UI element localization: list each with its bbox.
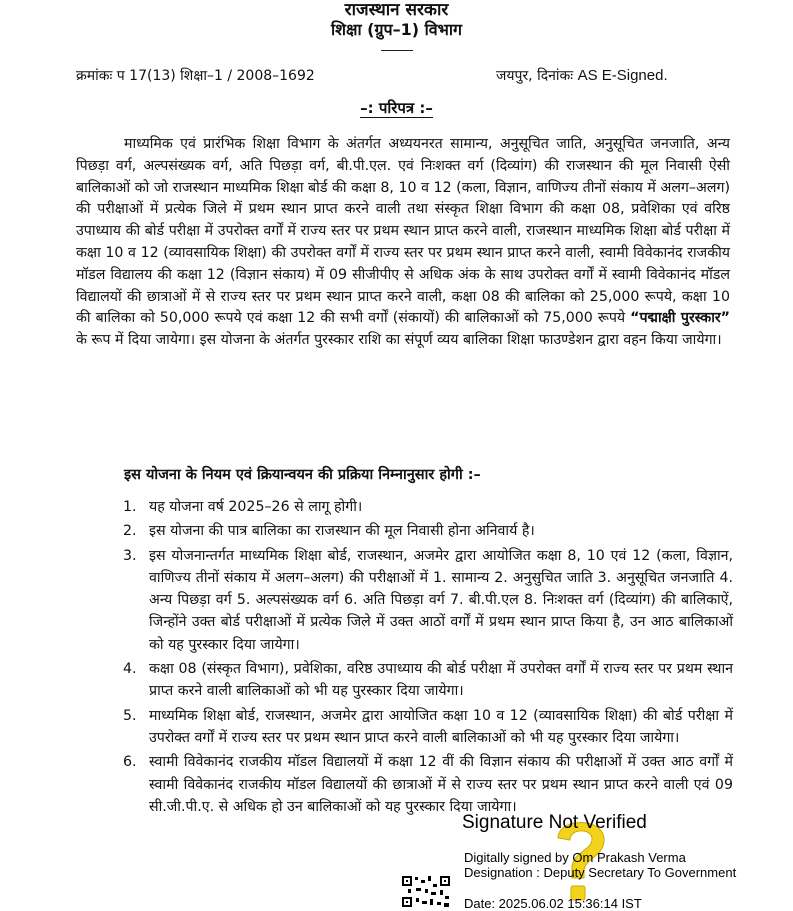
signature-date: Date: 2025.06.02 15:36:14 IST [464, 896, 642, 911]
rule-number: 6. [123, 754, 137, 771]
award-name: “पद्माक्षी पुरस्कार” [630, 310, 730, 327]
date-value: AS E-Signed. [577, 67, 668, 84]
rule-text: कक्षा 08 (संस्कृत विभाग), प्रवेशिका, वरिष्ठ उपाध्याय की बोर्ड परीक्षा में उपरोक्त वर्गों में राज्य स्तर पर प्रथम स्थान प्राप्त करने वाली बालिकाओं को भी यह पुरस्कार दिया जायेगा। [149, 661, 733, 700]
rule-item [123, 496, 733, 518]
rule-item [123, 520, 733, 542]
letterhead [0, 0, 793, 51]
place-date [496, 66, 668, 86]
circular-heading [0, 98, 793, 118]
rule-number: 2. [123, 523, 137, 540]
rule-number: 1. [123, 499, 137, 515]
department-title: शिक्षा (ग्रुप–1) विभाग [330, 20, 463, 39]
signer-designation: Designation : Deputy Secretary To Government [464, 865, 737, 880]
rule-text: यह योजना वर्ष 2025–26 से लागू होगी। [149, 499, 363, 515]
header-divider [381, 50, 413, 51]
rule-text: स्वामी विवेकानंद राजकीय मॉडल विद्यालयों में कक्षा 12 वीं की विज्ञान संकाय की परीक्षाओं में उक्त आठ वर्गों में स्वामी विवेकानंद राजकीय मॉडल विद्यालयों की छात्राओं में से राज्य स्तर पर प्रथम स्थान प्राप्त करने वाली एवं 09 सी.जी.पी.ए. से अधिक हो उन बालिकाओं को यह पुरस्कार दिया जायेगा। [149, 754, 733, 815]
order-number: क्रमांकः प 17(13) शिक्षा–1 / 2008–1692 [76, 68, 315, 84]
rules-list [123, 496, 733, 820]
signed-by: Digitally signed by Om Prakash Verma [464, 850, 686, 865]
place-date-label: जयपुर, दिनांकः [496, 68, 578, 84]
qr-code-icon [400, 874, 452, 909]
paragraph-text-end: के रूप में दिया जायेगा। इस योजना के अंतर्गत पुरस्कार राशि का संपूर्ण व्यय बालिका शिक्षा फाउण्डेशन द्वारा वहन किया जायेगा। [76, 332, 722, 349]
rule-text: माध्यमिक शिक्षा बोर्ड, राजस्थान, अजमेर द्वारा आयोजित कक्षा 10 व 12 (व्यावसायिक शिक्षा) की बोर्ड परीक्षा में उपरोक्त वर्गों में राज्य स्तर पर प्रथम स्थान प्राप्त करने वाली बालिकाओं को भी यह पुरस्कार दिया जायेगा। [149, 707, 733, 746]
rule-number: 3. [123, 547, 137, 564]
rule-item [123, 545, 733, 656]
rule-number: 4. [123, 661, 137, 678]
signature-status: Signature Not Verified [462, 812, 647, 833]
rule-number: 5. [123, 707, 137, 724]
rules-heading: इस योजना के नियम एवं क्रियान्वयन की प्रक्रिया निम्नानुसार होगी :– [124, 467, 481, 483]
circular-title: –: परिपत्र :– [360, 99, 433, 117]
body-paragraph [76, 134, 730, 352]
government-title: राजस्थान सरकार [344, 0, 449, 20]
rule-text: इस योजना की पात्र बालिका का राजस्थान की मूल निवासी होना अनिवार्य है। [149, 523, 535, 540]
paragraph-text-start: माध्यमिक एवं प्रारंभिक शिक्षा विभाग के अंतर्गत अध्ययनरत सामान्य, अनुसूचित जाति, अनुसूचित जनजाति, अन्य पिछड़ा वर्ग, अल्पसंख्यक वर्ग, अति पिछड़ा वर्ग, बी.पी.एल. एवं निःशक्त वर्ग (दिव्यांग) की राजस्थान की मूल निवासी ऐसी बालिकाओं को जो राजस्थान माध्यमिक शिक्षा बोर्ड की कक्षा 8, 10 व 12 (कला, विज्ञान, वाणिज्य तीनों संकाय में अलग–अलग) की परीक्षाओं में प्रत्येक जिले में प्रथम स्थान प्राप्त करने वाली तथा संस्कृत शिक्षा विभाग की कक्षा 08, प्रवेशिका एवं वरिष्ठ उपाध्याय की बोर्ड परीक्षा में उपरोक्त वर्गों में राज्य स्तर पर प्रथम स्थान प्राप्त करने वाली, राजस्थान माध्यमिक शिक्षा बोर्ड परीक्षा में कक्षा 10 व 12 (व्यावसायिक शिक्षा) की उपरोक्त वर्गों में राज्य स्तर पर प्रथम स्थान प्राप्त करने वाली, स्वामी विवेकानंद राजकीय मॉडल विद्यालय की कक्षा 12 (विज्ञान संकाय) में 09 सीजीपीए से अधिक अंक के साथ उपरोक्त वर्गों में स्वामी विवेकानंद मॉडल विद्यालयों की छात्राओं में से राज्य स्तर पर प्रथम स्थान प्राप्त करने वाली, कक्षा 08 की बालिका को 25,000 रूपये, कक्षा 10 की बालिका को 50,000 रूपये एवं कक्षा 12 की सभी वर्गों (संकायों) की बालिकाओं को 75,000 रूपये [76, 136, 730, 327]
rule-item [123, 658, 733, 703]
rule-item [123, 705, 733, 750]
rule-text: इस योजनान्तर्गत माध्यमिक शिक्षा बोर्ड, राजस्थान, अजमेर द्वारा आयोजित कक्षा 8, 10 एवं 12 (कला, विज्ञान, वाणिज्य तीनों संकाय में अलग–अलग) की परीक्षाओं में 1. सामान्य 2. अनुसुचित जाति 3. अनुसूचित जनजाति 4. अन्य पिछड़ा वर्ग 5. अल्पसंख्यक वर्ग 6. अति पिछड़ा वर्ग 7. बी.पी.एल 8. निःशक्त वर्ग (दिव्यांग) की बालिकाऐं, जिन्होंने उक्त बोर्ड परीक्षाओं में प्रत्येक जिले में उक्त आठों वर्गों में प्रथम स्थान प्राप्त किया है, उन आठ बालिकाओं को यह पुरस्कार दिया जायेगा। [149, 547, 733, 653]
digital-signature-block[interactable] [400, 806, 793, 909]
